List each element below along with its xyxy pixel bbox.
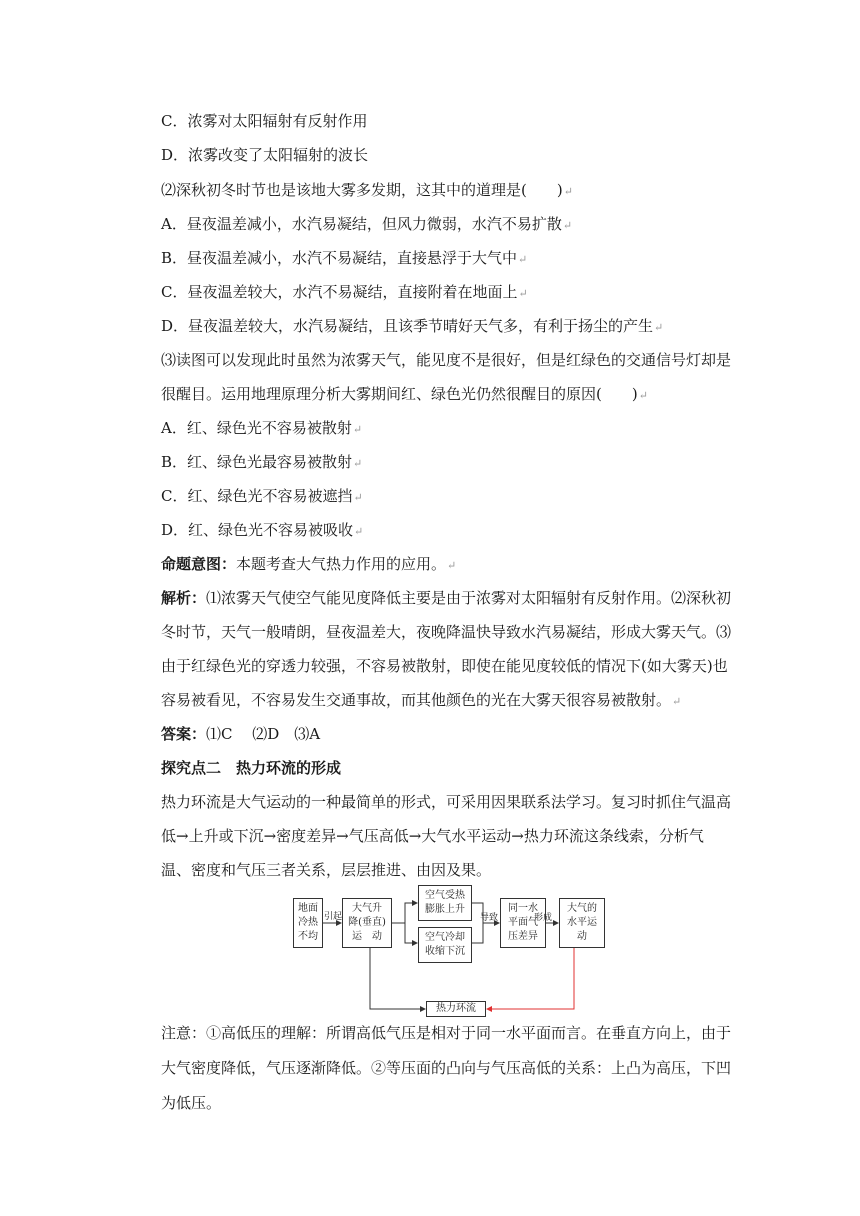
box-uneven-heating: 地面 冷热 不均 [293,898,323,948]
q2-option-a: A．昼夜温差减小，水汽易凝结，但风力微弱，水汽不易扩散↵ [161,215,573,233]
q3-option-d: D．红、绿色光不容易被吸收↵ [161,521,364,539]
paragraph-mark-icon: ↵ [562,219,573,232]
answer-line: 答案：⑴C ⑵D ⑶A [161,725,321,743]
merge-bottom [472,923,483,943]
option-d-fog-wavelength: D．浓雾改变了太阳辐射的波长 [161,146,369,164]
analysis-line-2: 冬时节，天气一般晴朗，昼夜温差大，夜晚降温快导致水汽易凝结，形成大雾天气。⑶ [161,623,732,641]
box-vertical-motion: 大气升 降(垂直) 运 动 [342,898,392,948]
note-line-2: 大气密度降低，气压逐渐降低。②等压面的凸向与气压高低的关系：上凸为高压，下凹 [161,1059,732,1077]
paragraph-mark-icon: ↵ [518,287,528,300]
question-2: ⑵深秋初冬时节也是该地大雾多发期，这其中的道理是( )↵ [161,181,573,199]
section-title: 探究点二 热力环流的形成 [161,759,342,777]
arrow-return-red [487,948,574,1009]
box-air-sink: 空气冷却 收缩下沉 [418,927,472,963]
note-line-1: 注意：①高低压的理解：所谓高低气压是相对于同一水平面而言。在垂直方向上，由于 [161,1024,732,1042]
note-line-3: 为低压。 [161,1094,222,1112]
q3-option-b: B．红、绿色光最容易被散射↵ [161,453,363,471]
q3-option-c: C．红、绿色光不容易被遮挡↵ [161,487,363,505]
analysis-line-1: 解析：⑴浓雾天气使空气能见度降低主要是由于浓雾对太阳辐射有反射作用。⑵深秋初 [161,589,732,607]
q2-option-b: B．昼夜温差减小，水汽不易凝结，直接悬浮于大气中↵ [161,249,528,267]
intro-line-2: 低→上升或下沉→密度差异→气压高低→大气水平运动→热力环流这条线索，分析气 [161,827,704,845]
q3-option-a: A．红、绿色光不容易被散射↵ [161,419,363,437]
label-cause: 引起 [324,912,343,922]
thermal-circulation-flow-diagram [293,889,613,1017]
paragraph-mark-icon: ↵ [352,423,363,436]
arrow-to-rise [392,903,417,923]
option-c-fog-reflection: C．浓雾对太阳辐射有反射作用 [161,112,368,130]
paragraph-mark-icon: ↵ [353,491,363,504]
paragraph-mark-icon: ↵ [638,389,648,402]
intent-line: 命题意图：本题考查大气热力作用的应用。↵ [161,555,457,573]
intro-line-1: 热力环流是大气运动的一种最简单的形式，可采用因果联系法学习。复习时抓住气温高 [161,793,732,811]
paragraph-mark-icon: ↵ [353,457,363,470]
q2-option-c: C．昼夜温差较大，水汽不易凝结，直接附着在地面上↵ [161,283,528,301]
label-form: 形成 [534,913,553,923]
arrow-to-circulation [370,948,425,1009]
box-thermal-circulation: 热力环流 [426,1001,486,1017]
paragraph-mark-icon: ↵ [354,525,364,538]
question-3-line-2: 很醒目。运用地理原理分析大雾期间红、绿色光仍然很醒目的原因( )↵ [161,385,648,403]
analysis-line-4: 容易被看见，不容易发生交通事故，而其他颜色的光在大雾天很容易被散射。↵ [161,691,682,709]
paragraph-mark-icon: ↵ [447,559,457,572]
box-horizontal-motion: 大气的 水平运 动 [559,898,605,948]
question-3-line-1: ⑶读图可以发现此时虽然为浓雾天气，能见度不是很好，但是红绿色的交通信号灯却是 [161,351,732,369]
paragraph-mark-icon: ↵ [672,695,682,708]
paragraph-mark-icon: ↵ [518,253,528,266]
paragraph-mark-icon: ↵ [563,185,573,198]
label-lead: 导致 [480,913,499,923]
analysis-line-3: 由于红绿色光的穿透力较强，不容易被散射，即使在能见度较低的情况下(如大雾天)也 [161,657,728,675]
arrow-to-sink [405,923,417,943]
q2-option-d: D．昼夜温差较大，水汽易凝结，且该季节晴好天气多，有利于扬尘的产生↵ [161,317,664,335]
box-pressure-difference: 同一水 平面气 压差异 [500,898,546,948]
paragraph-mark-icon: ↵ [654,321,664,334]
intro-line-3: 温、密度和气压三者关系，层层推进、由因及果。 [161,861,492,879]
box-air-rise: 空气受热 膨胀上升 [418,885,472,921]
